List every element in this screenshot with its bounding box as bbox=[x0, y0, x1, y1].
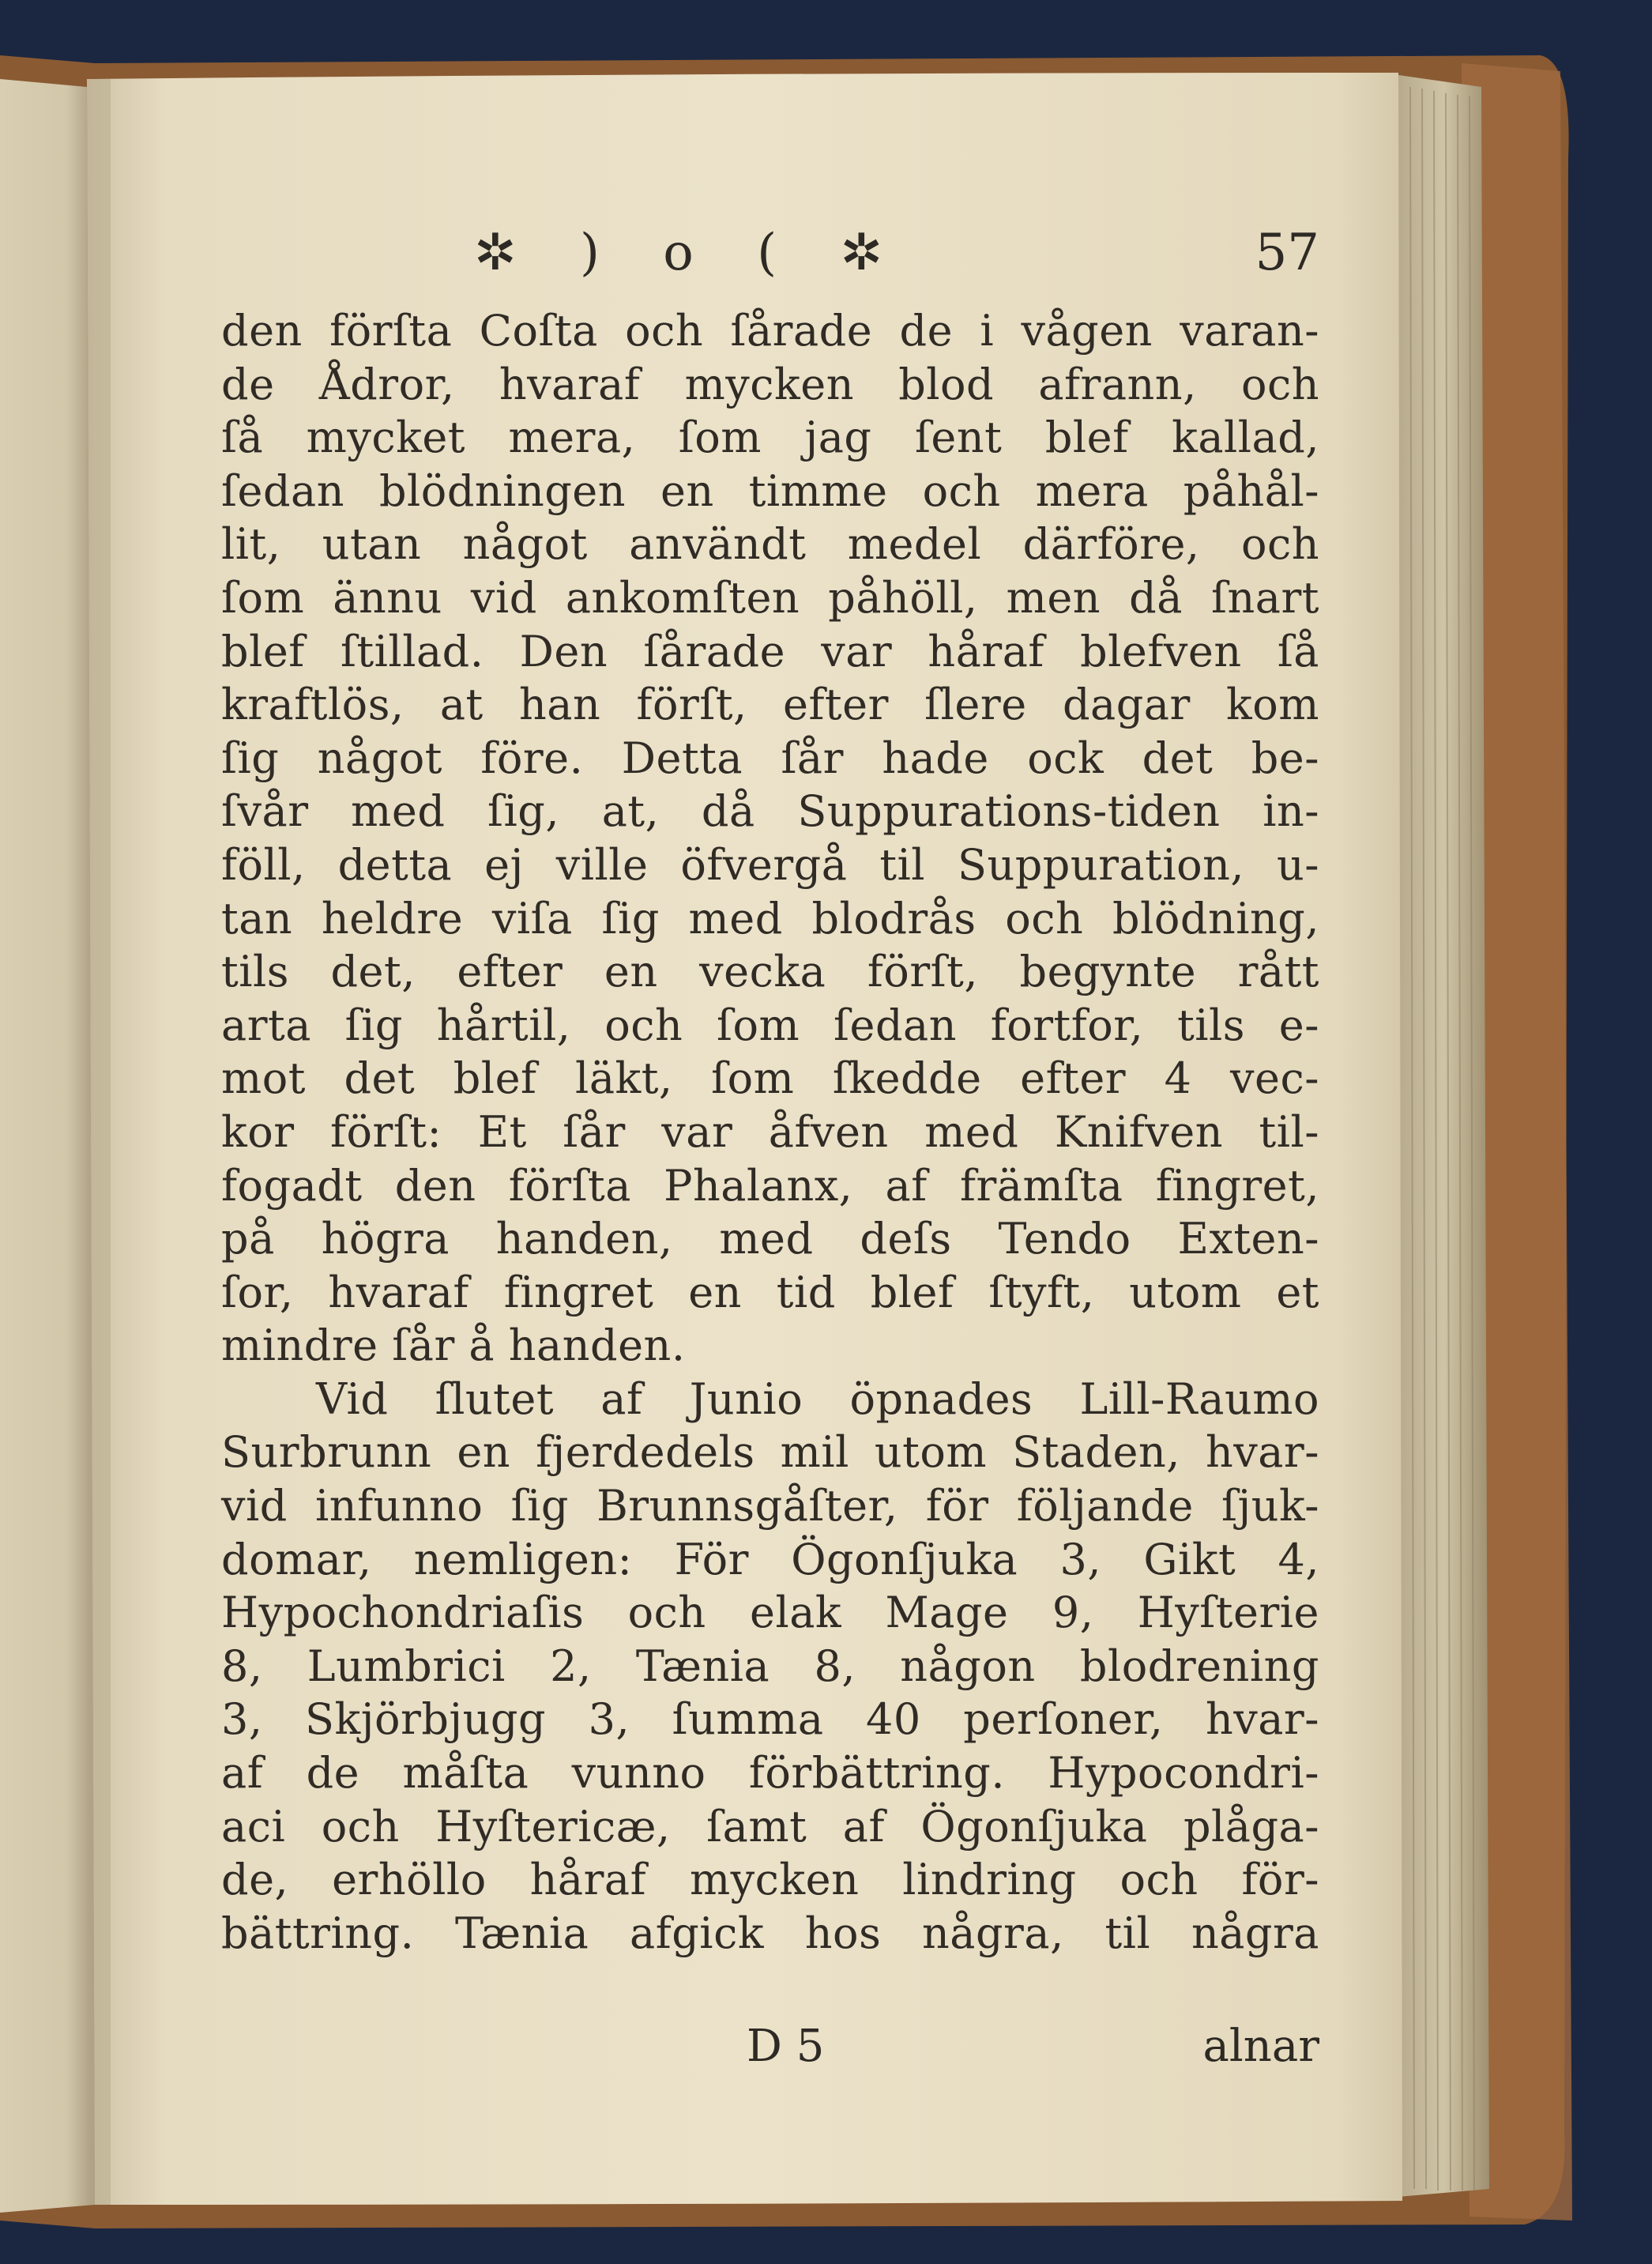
book-page bbox=[142, 75, 1406, 2185]
text-line: de Ådror, hvaraf mycken blod afrann, och bbox=[221, 359, 1319, 409]
text-line: den förſta Coſta och ſårade de i vågen varan- bbox=[221, 306, 1319, 356]
text-line: 8, Lumbrici 2, Tænia 8, någon blodrening bbox=[221, 1641, 1319, 1691]
text-line: arta ſig hårtil, och ſom ſedan fortfor, tils e- bbox=[221, 1000, 1319, 1050]
text-line: lit, utan något användt medel därföre, och bbox=[221, 519, 1319, 570]
text-line: Hypochondriaſis och elak Mage 9, Hyſterie bbox=[221, 1588, 1319, 1638]
text-line: ſor, hvaraf fingret en tid blef ſtyft, utom et bbox=[221, 1267, 1319, 1317]
text-line: blef ſtillad. Den ſårade var håraf blefven ſå bbox=[221, 626, 1319, 676]
text-line: tan heldre viſa ſig med blodrås och blödning, bbox=[221, 893, 1319, 944]
text-line: 3, Skjörbjugg 3, ſumma 40 perſoner, hvar- bbox=[221, 1694, 1319, 1745]
text-line: mindre ſår å handen. bbox=[221, 1320, 686, 1371]
text-line: ſig något före. Detta ſår hade ock det be- bbox=[221, 733, 1319, 783]
running-head bbox=[142, 217, 1406, 288]
text-line: de, erhöllo håraf mycken lindring och för- bbox=[221, 1855, 1319, 1905]
text-line: mot det blef läkt, ſom ſkedde efter 4 vec- bbox=[221, 1053, 1319, 1104]
text-line: ſedan blödningen en timme och mera påhål- bbox=[221, 465, 1319, 516]
header-ornament: ✲ ) o ( ✲ bbox=[474, 224, 907, 282]
catchword: alnar bbox=[1202, 2021, 1319, 2072]
text-line: på högra handen, med deſs Tendo Exten- bbox=[221, 1214, 1319, 1264]
text-line: aci och Hyſtericæ, ſamt af Ögonſjuka plåga- bbox=[221, 1801, 1319, 1852]
text-line: ſå mycket mera, ſom jag ſent blef kallad, bbox=[221, 412, 1319, 463]
text-line: Vid ſlutet af Junio öpnades Lill-Raumo bbox=[316, 1373, 1319, 1424]
text-line: föll, detta ej ville öfvergå til Suppuration, u- bbox=[221, 839, 1319, 890]
body-text bbox=[221, 304, 1319, 1960]
text-line: domar, nemligen: För Ögonſjuka 3, Gikt 4, bbox=[221, 1534, 1319, 1584]
text-line: tils det, efter en vecka förſt, begynte rått bbox=[221, 947, 1319, 997]
text-line: kor förſt: Et ſår var åfven med Knifven til- bbox=[221, 1106, 1319, 1157]
text-line: Surbrunn en fjerdedels mil utom Staden, hvar- bbox=[221, 1427, 1319, 1478]
page-footer bbox=[221, 2019, 1319, 2074]
signature-mark: D 5 bbox=[747, 2021, 825, 2072]
text-line: fogadt den förſta Phalanx, af främſta fingret, bbox=[221, 1160, 1319, 1211]
text-line: kraftlös, at han förſt, efter ſlere dagar kom bbox=[221, 680, 1319, 730]
text-line: bättring. Tænia afgick hos några, til några bbox=[221, 1908, 1319, 1958]
text-line: ſom ännu vid ankomſten påhöll, men då ſnart bbox=[221, 572, 1319, 623]
text-line: ſvår med ſig, at, då Suppurations-tiden in- bbox=[221, 786, 1319, 837]
text-line: vid infunno ſig Brunnsgåſter, för följande ſjuk- bbox=[221, 1481, 1319, 1531]
text-line: af de måſta vunno förbättring. Hypocondri- bbox=[221, 1748, 1319, 1799]
page-number: 57 bbox=[1255, 224, 1319, 282]
